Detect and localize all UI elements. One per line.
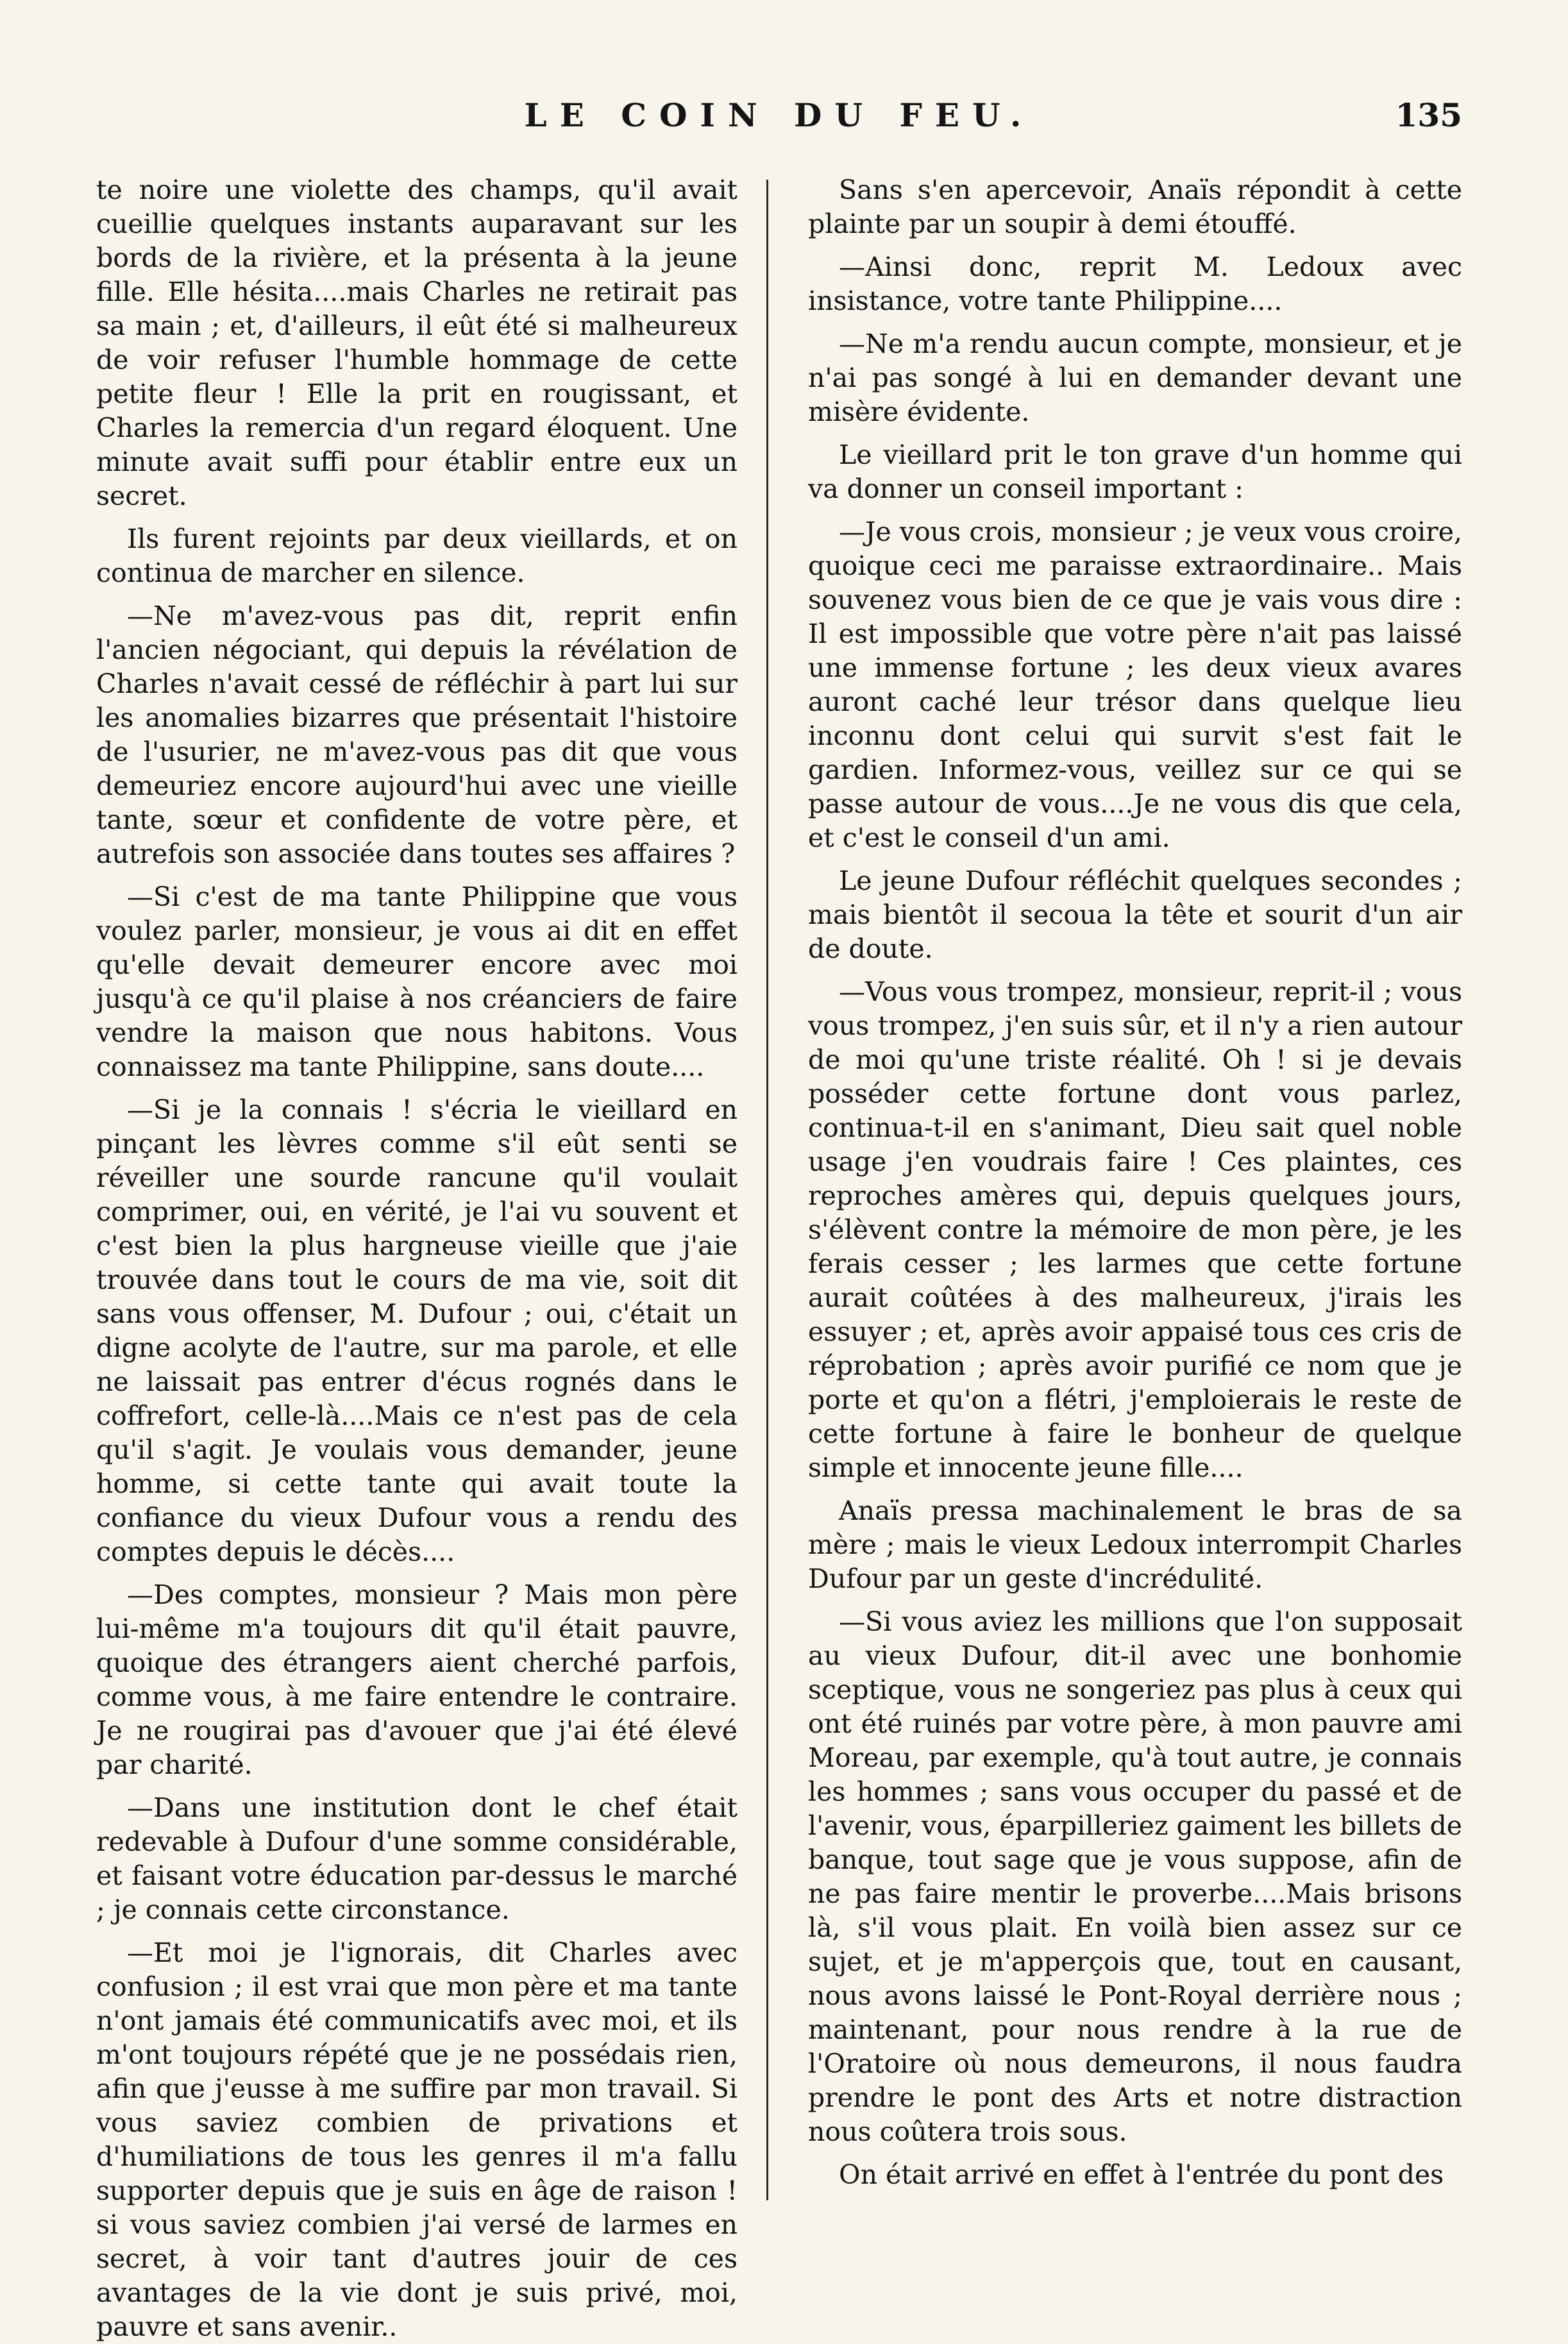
paragraph: —Et moi je l'ignorais, dit Charles avec confusion ; il est vrai que mon père et ma tante n'ont jamais été communicatifs avec moi, et ils m'ont toujours répété que je ne possédais rien, afin que j'eusse à me suffire par mon travail. Si vous saviez combien de privations et d'humiliations de tous les genres il m'a fallu supporter depuis que je suis en âge de raison ! si vous saviez combien j'ai versé de larmes en secret, à voir tant d'autres jouir de ces avantages de la vie dont je suis privé, moi, pauvre et sans avenir.. — [96, 1937, 738, 2342]
paragraph: —Des comptes, monsieur ? Mais mon père lui-même m'a toujours dit qu'il était pauvre, quoique des étrangers aient cherché parfois, comme vous, à me faire entendre le contraire. Je ne rougirai pas d'avouer que j'ai été élevé par charité. — [96, 1579, 738, 1780]
paragraph: —Vous vous trompez, monsieur, reprit-il ; vous vous trompez, j'en suis sûr, et il n'y a rien autour de moi qu'une triste réalité. Oh ! si je devais posséder cette fortune dont vous parlez, continua-t-il en s'animant, Dieu sait quel noble usage j'en voudrais faire ! Ces plaintes, ces reproches amères qui, depuis quelques jours, s'élèvent contre la mémoire de mon père, je les ferais cesser ; les larmes que cette fortune aurait coûtées à des malheureux, j'irais les essuyer ; et, après avoir appaisé tous ces cris de réprobation ; après avoir purifié ce nom que je porte et qu'on a flétri, j'emploierais le reste de cette fortune à faire le bonheur de quelque simple et innocente jeune fille.... — [808, 976, 1462, 1483]
paragraph: Anaïs pressa machinalement le bras de sa mère ; mais le vieux Ledoux interrompit Charles Dufour par un geste d'incrédulité. — [808, 1495, 1462, 1594]
paragraph: —Si je la connais ! s'écria le vieillard en pinçant les lèvres comme s'il eût senti se réveiller une sourde rancune qu'il voulait comprimer, oui, en vérité, je l'ai vu souvent et c'est bien la plus hargneuse vieille que j'aie trouvée dans tout le cours de ma vie, soit dit sans vous offenser, M. Dufour ; oui, c'était un digne acolyte de l'autre, sur ma parole, et elle ne laissait pas entrer d'écus rognés dans le coffrefort, celle-là....Mais ce n'est pas de cela qu'il s'agit. Je voulais vous demander, jeune homme, si cette tante qui avait toute la confiance du vieux Dufour vous a rendu des comptes depuis le décès.... — [96, 1094, 738, 1567]
paragraph: Ils furent rejoints par deux vieillards, et on continua de marcher en silence. — [96, 523, 738, 588]
paragraph: —Ne m'avez-vous pas dit, reprit enfin l'ancien négociant, qui depuis la révélation de Charles n'avait cessé de réfléchir à part lui sur les anomalies bizarres que présentait l'histoire de l'usurier, ne m'avez-vous pas dit que vous demeuriez encore aujourd'hui avec une vieille tante, sœur et confidente de votre père, et autrefois son associée dans toutes ses affaires ? — [96, 600, 738, 869]
paragraph: —Ainsi donc, reprit M. Ledoux avec insistance, votre tante Philippine.... — [808, 251, 1462, 316]
page-header — [96, 96, 1462, 148]
running-title: LE COIN DU FEU. — [524, 96, 1034, 134]
column-divider — [766, 180, 768, 2200]
paragraph: —Si vous aviez les millions que l'on supposait au vieux Dufour, dit-il avec une bonhomie sceptique, vous ne songeriez pas plus à ceux qui ont été ruinés par votre père, à mon pauvre ami Moreau, par exemple, qu'à tout autre, je connais les hommes ; sans vous occuper du passé et de l'avenir, vous, éparpilleriez gaiment les billets de banque, tout sage que je vous suppose, afin de ne pas faire mentir le proverbe....Mais brisons là, s'il vous plait. En voilà bien assez sur ce sujet, et je m'apperçois que, tout en causant, nous avons laissé le Pont-Royal derrière nous ; maintenant, pour nous rendre à la rue de l'Oratoire où nous demeurons, il nous faudra prendre le pont des Arts et notre distraction nous coûtera trois sous. — [808, 1606, 1462, 2147]
paragraph: —Dans une institution dont le chef était redevable à Dufour d'une somme considérable, et faisant votre éducation par-dessus le marché ; je connais cette circonstance. — [96, 1792, 738, 1925]
paragraph: —Si c'est de ma tante Philippine que vous voulez parler, monsieur, je vous ai dit en effet qu'elle devait demeurer encore avec moi jusqu'à ce qu'il plaise à nos créanciers de faire vendre la maison que nous habitons. Vous connaissez ma tante Philippine, sans doute.... — [96, 881, 738, 1082]
left-column — [96, 173, 738, 2342]
right-column — [808, 173, 1462, 2226]
paragraph: —Ne m'a rendu aucun compte, monsieur, et je n'ai pas songé à lui en demander devant une misère évidente. — [808, 328, 1462, 427]
paragraph: —Je vous crois, monsieur ; je veux vous croire, quoique ceci me paraisse extraordinaire.. Mais souvenez vous bien de ce que je vais vous dire : Il est impossible que votre père n'ait pas laissé une immense fortune ; les deux vieux avares auront caché leur trésor dans quelque lieu inconnu dont celui qui survit s'est fait le gardien. Informez-vous, veillez sur ce qui se passe autour de vous....Je ne vous dis que cela, et c'est le conseil d'un ami. — [808, 516, 1462, 853]
page-number: 135 — [1395, 96, 1462, 134]
paragraph: Sans s'en apercevoir, Anaïs répondit à cette plainte par un soupir à demi étouffé. — [808, 174, 1462, 239]
paragraph: Le vieillard prit le ton grave d'un homme qui va donner un conseil important : — [808, 439, 1462, 504]
paragraph: te noire une violette des champs, qu'il avait cueillie quelques instants auparavant sur les bords de la rivière, et la présenta à la jeune fille. Elle hésita....mais Charles ne retirait pas sa main ; et, d'ailleurs, il eût été si malheureux de voir refuser l'humble hommage de cette petite fleur ! Elle la prit en rougissant, et Charles la remercia d'un regard éloquent. Une minute avait suffi pour établir entre eux un secret. — [96, 174, 738, 511]
paragraph: On était arrivé en effet à l'entrée du pont des — [839, 2159, 1444, 2190]
paragraph: Le jeune Dufour réfléchit quelques secondes ; mais bientôt il secoua la tête et sourit d'un air de doute. — [808, 865, 1462, 964]
